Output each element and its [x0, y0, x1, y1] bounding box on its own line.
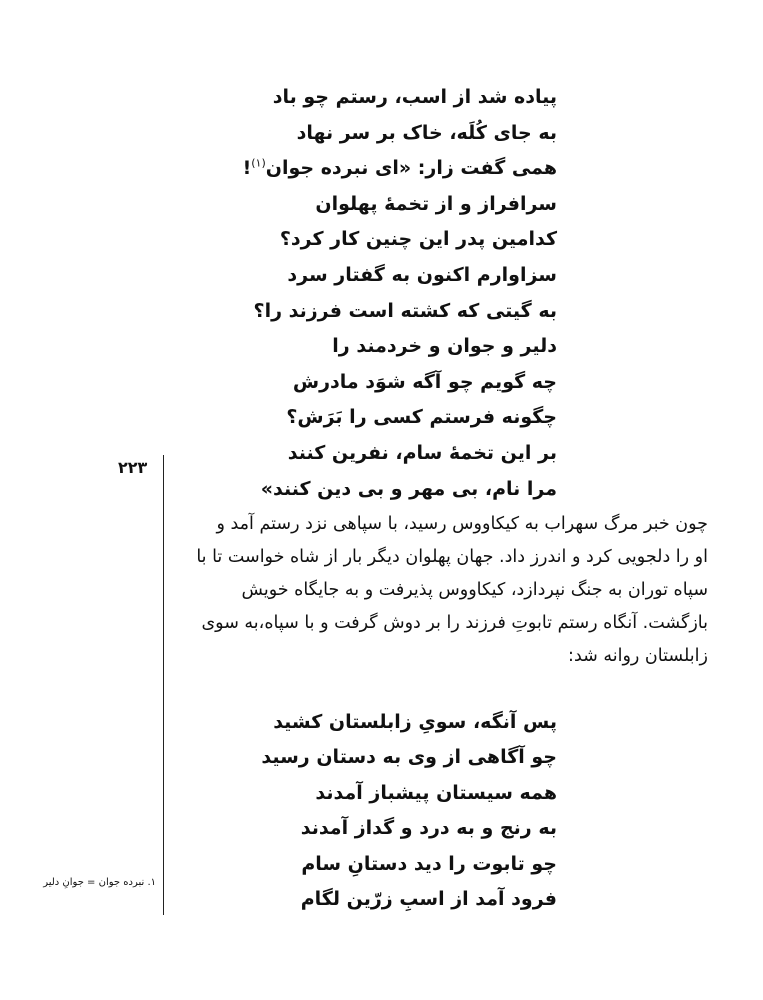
verse-block-2	[261, 705, 557, 917]
prose-line: چون خبر مرگ سهراب به کیکاووس رسید، با سپاهی نزد رستم آمد و	[216, 514, 708, 534]
verse-line: بر این تخمهٔ سام، نفرین کنند	[287, 441, 557, 464]
page-number: ۲۲۳	[118, 458, 148, 477]
verse-line: چو تابوت را دید دستانِ سام	[301, 852, 557, 875]
prose-line: زابلستان روانه شد:	[568, 646, 708, 666]
margin-rule	[163, 455, 164, 915]
footnote: ۱. نبرده جوان = جوانِ دلیر	[43, 877, 156, 888]
verse-line: به گیتی که کشته است فرزند را؟	[253, 299, 557, 322]
verse-line: مرا نام، بی مهر و بی دین کنند»	[260, 477, 557, 500]
verse-line: دلیر و جوان و خردمند را	[332, 335, 557, 358]
verse-block-1	[242, 80, 557, 507]
verse-line: فرود آمد از اسبِ زرّین لگام	[300, 887, 557, 910]
verse-line: سرافراز و از تخمهٔ پهلوان	[315, 192, 557, 215]
verse-line: چه گویم چو آگه شوَد مادرش	[292, 370, 557, 393]
verse-line: به جای کُلَه، خاک بر سر نهاد	[296, 121, 557, 144]
verse-line: همه سیستان پیشباز آمدند	[315, 781, 557, 804]
prose-line: سپاه توران به جنگ نپردازد، کیکاووس پذیرفت و به جایگاه خویش	[241, 580, 708, 600]
verse-line-trail: !	[242, 157, 252, 180]
prose-line: او را دلجویی کرد و اندرز داد. جهان پهلوان دیگر بار از شاه خواست تا با	[196, 547, 708, 567]
prose-paragraph	[178, 508, 708, 673]
verse-line: پس آنگه، سویِ زابلستان کشید	[273, 711, 557, 733]
verse-line	[242, 151, 557, 187]
verse-line: به رنج و به درد و گداز آمدند	[300, 817, 557, 840]
prose-line: بازگشت. آنگاه رستم تابوتِ فرزند را بر دوش گرفت و با سپاه،به سوی	[201, 613, 708, 633]
verse-line: چگونه فرستم کسی را بَرَش؟	[286, 406, 557, 429]
verse-line-text: همی گفت زار: «ای نبرده جوان	[265, 157, 557, 180]
verse-line: چو آگاهی از وی به دستان رسید	[261, 746, 557, 769]
footnote-marker: (۱)	[251, 156, 266, 170]
verse-line: سزاوارم اکنون به گفتار سرد	[287, 263, 557, 286]
verse-line: کدامین پدر این چنین کار کرد؟	[279, 228, 557, 251]
verse-line: پیاده شد از اسب، رستم چو باد	[272, 86, 557, 108]
